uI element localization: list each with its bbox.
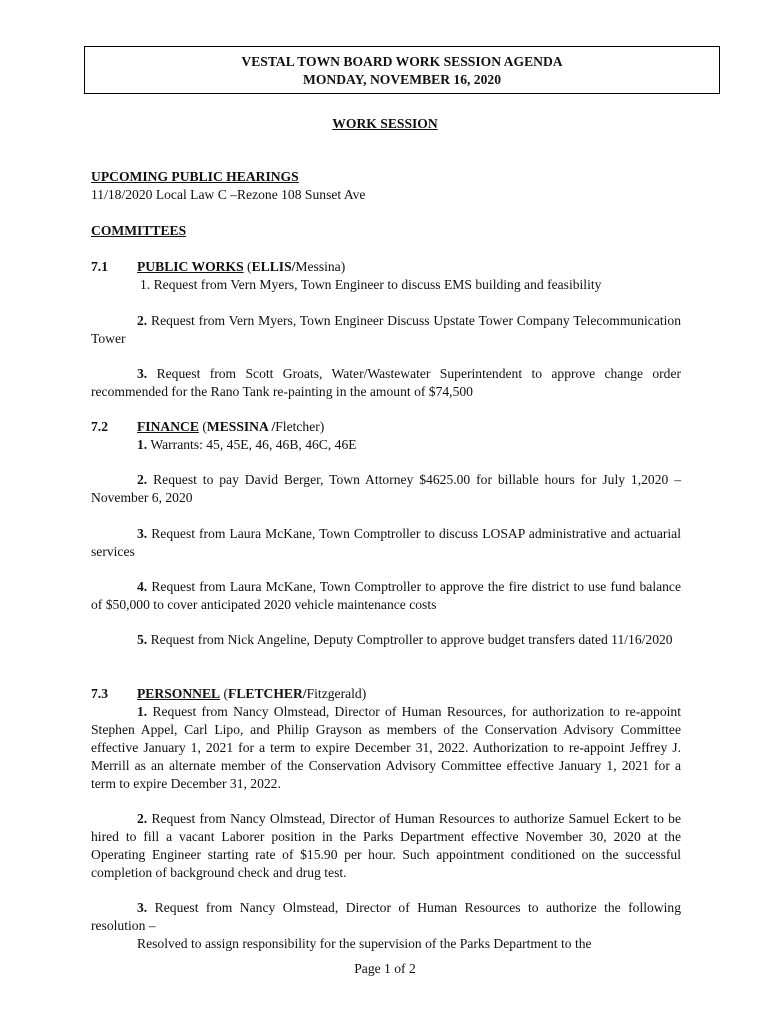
member-name: Fitzgerald) [306,686,367,701]
item-text: Request from Scott Groats, Water/Wastewater Superintendent to approve change order recommended for the Rano Tank re-painting in the amount of $74,500 [91,366,682,399]
section-heading-personnel [137,685,366,703]
item-number: 3. [137,900,148,915]
item-text: Request from Nancy Olmstead, Director of Human Resources, for authorization to re-appoint Stephen Appel, Carl Lipo, and Philip Grayson as members of the Conservation Advisory Committee effective January 1, 2021 for a term to expire December 31, 2022. Authorization to re-appoint Jeffrey J. Merrill as an alternate member of the Conservation Advisory Committee effective January 1, 2021 for a term to expire December 31, 2022. [91,704,681,791]
item-number: 3. [137,526,148,541]
per-item-1 [91,703,681,793]
fin-item-1 [137,436,357,454]
per-item-3-continued: Resolved to assign responsibility for the supervision of the Parks Department to the [137,936,592,951]
item-number: 2. [137,313,148,328]
paren: ( [202,419,207,434]
committee-name: PUBLIC WORKS [137,259,244,274]
section-heading-public-works [137,258,345,276]
committee-name: PERSONNEL [137,686,221,701]
item-number: 2. [137,811,148,826]
agenda-title: VESTAL TOWN BOARD WORK SESSION AGENDA [241,54,563,69]
hearings-heading: UPCOMING PUBLIC HEARINGS [91,169,299,184]
item-number: 4. [137,579,148,594]
pw-item-1: 1. Request from Vern Myers, Town Engineer to discuss EMS building and feasibility [140,277,602,292]
per-item-2 [91,810,681,882]
page-number: Page 1 of 2 [354,961,416,976]
section-heading-finance [137,418,324,436]
paren: ( [223,686,229,701]
session-label: WORK SESSION [332,116,438,131]
agenda-date: MONDAY, NOVEMBER 16, 2020 [302,72,501,87]
fin-item-3 [91,525,681,561]
fin-item-5 [91,631,681,649]
hearing-item: 11/18/2020 Local Law C –Rezone 108 Sunset Ave [91,187,366,202]
item-text: Warrants: 45, 45E, 46, 46B, 46C, 46E [150,437,357,452]
item-number: 1. [137,704,148,719]
chair-name: MESSINA / [206,419,276,434]
committees-heading: COMMITTEES [91,223,187,238]
item-number: 3. [137,366,148,381]
fin-item-2 [91,471,681,507]
paren: ( [247,259,252,274]
item-text: Request to pay David Berger, Town Attorney $4625.00 for billable hours for July 1,2020 – November 6, 2020 [91,472,681,505]
item-number: 5. [137,632,148,647]
section-number-public-works: 7.1 [91,259,108,274]
committee-name: FINANCE [137,419,199,434]
title-box [84,46,720,94]
fin-item-4 [91,578,681,614]
section-number-personnel: 7.3 [91,686,108,701]
item-text: Request from Nancy Olmstead, Director of Human Resources to authorize Samuel Eckert to be hired to fill a vacant Laborer position in the Parks Department effective November 30, 2020 at the Operating Engineer starting rate of $15.90 per hour. Such appointment conditioned on the successful completion of background check and drug test. [91,811,682,880]
member-name: Fletcher) [275,419,325,434]
section-number-finance: 7.2 [91,419,108,434]
item-number: 1. [137,437,148,452]
chair-name: FLETCHER/ [228,686,307,701]
pw-item-3 [91,365,681,401]
item-text: Request from Nick Angeline, Deputy Comptroller to approve budget transfers dated 11/16/2020 [150,632,673,647]
chair-name: ELLIS/ [251,259,296,274]
pw-item-2 [91,312,681,348]
member-name: Messina) [295,259,346,274]
per-item-3 [91,899,681,935]
item-text: Request from Laura McKane, Town Comptroller to approve the fire district to use fund balance of $50,000 to cover anticipated 2020 vehicle maintenance costs [91,579,681,612]
item-text: Request from Nancy Olmstead, Director of Human Resources to authorize the following resolution – [91,900,681,933]
item-number: 2. [137,472,148,487]
item-text: Request from Vern Myers, Town Engineer Discuss Upstate Tower Company Telecommunication Tower [91,313,681,346]
item-text: Request from Laura McKane, Town Comptroller to discuss LOSAP administrative and actuarial services [91,526,681,559]
